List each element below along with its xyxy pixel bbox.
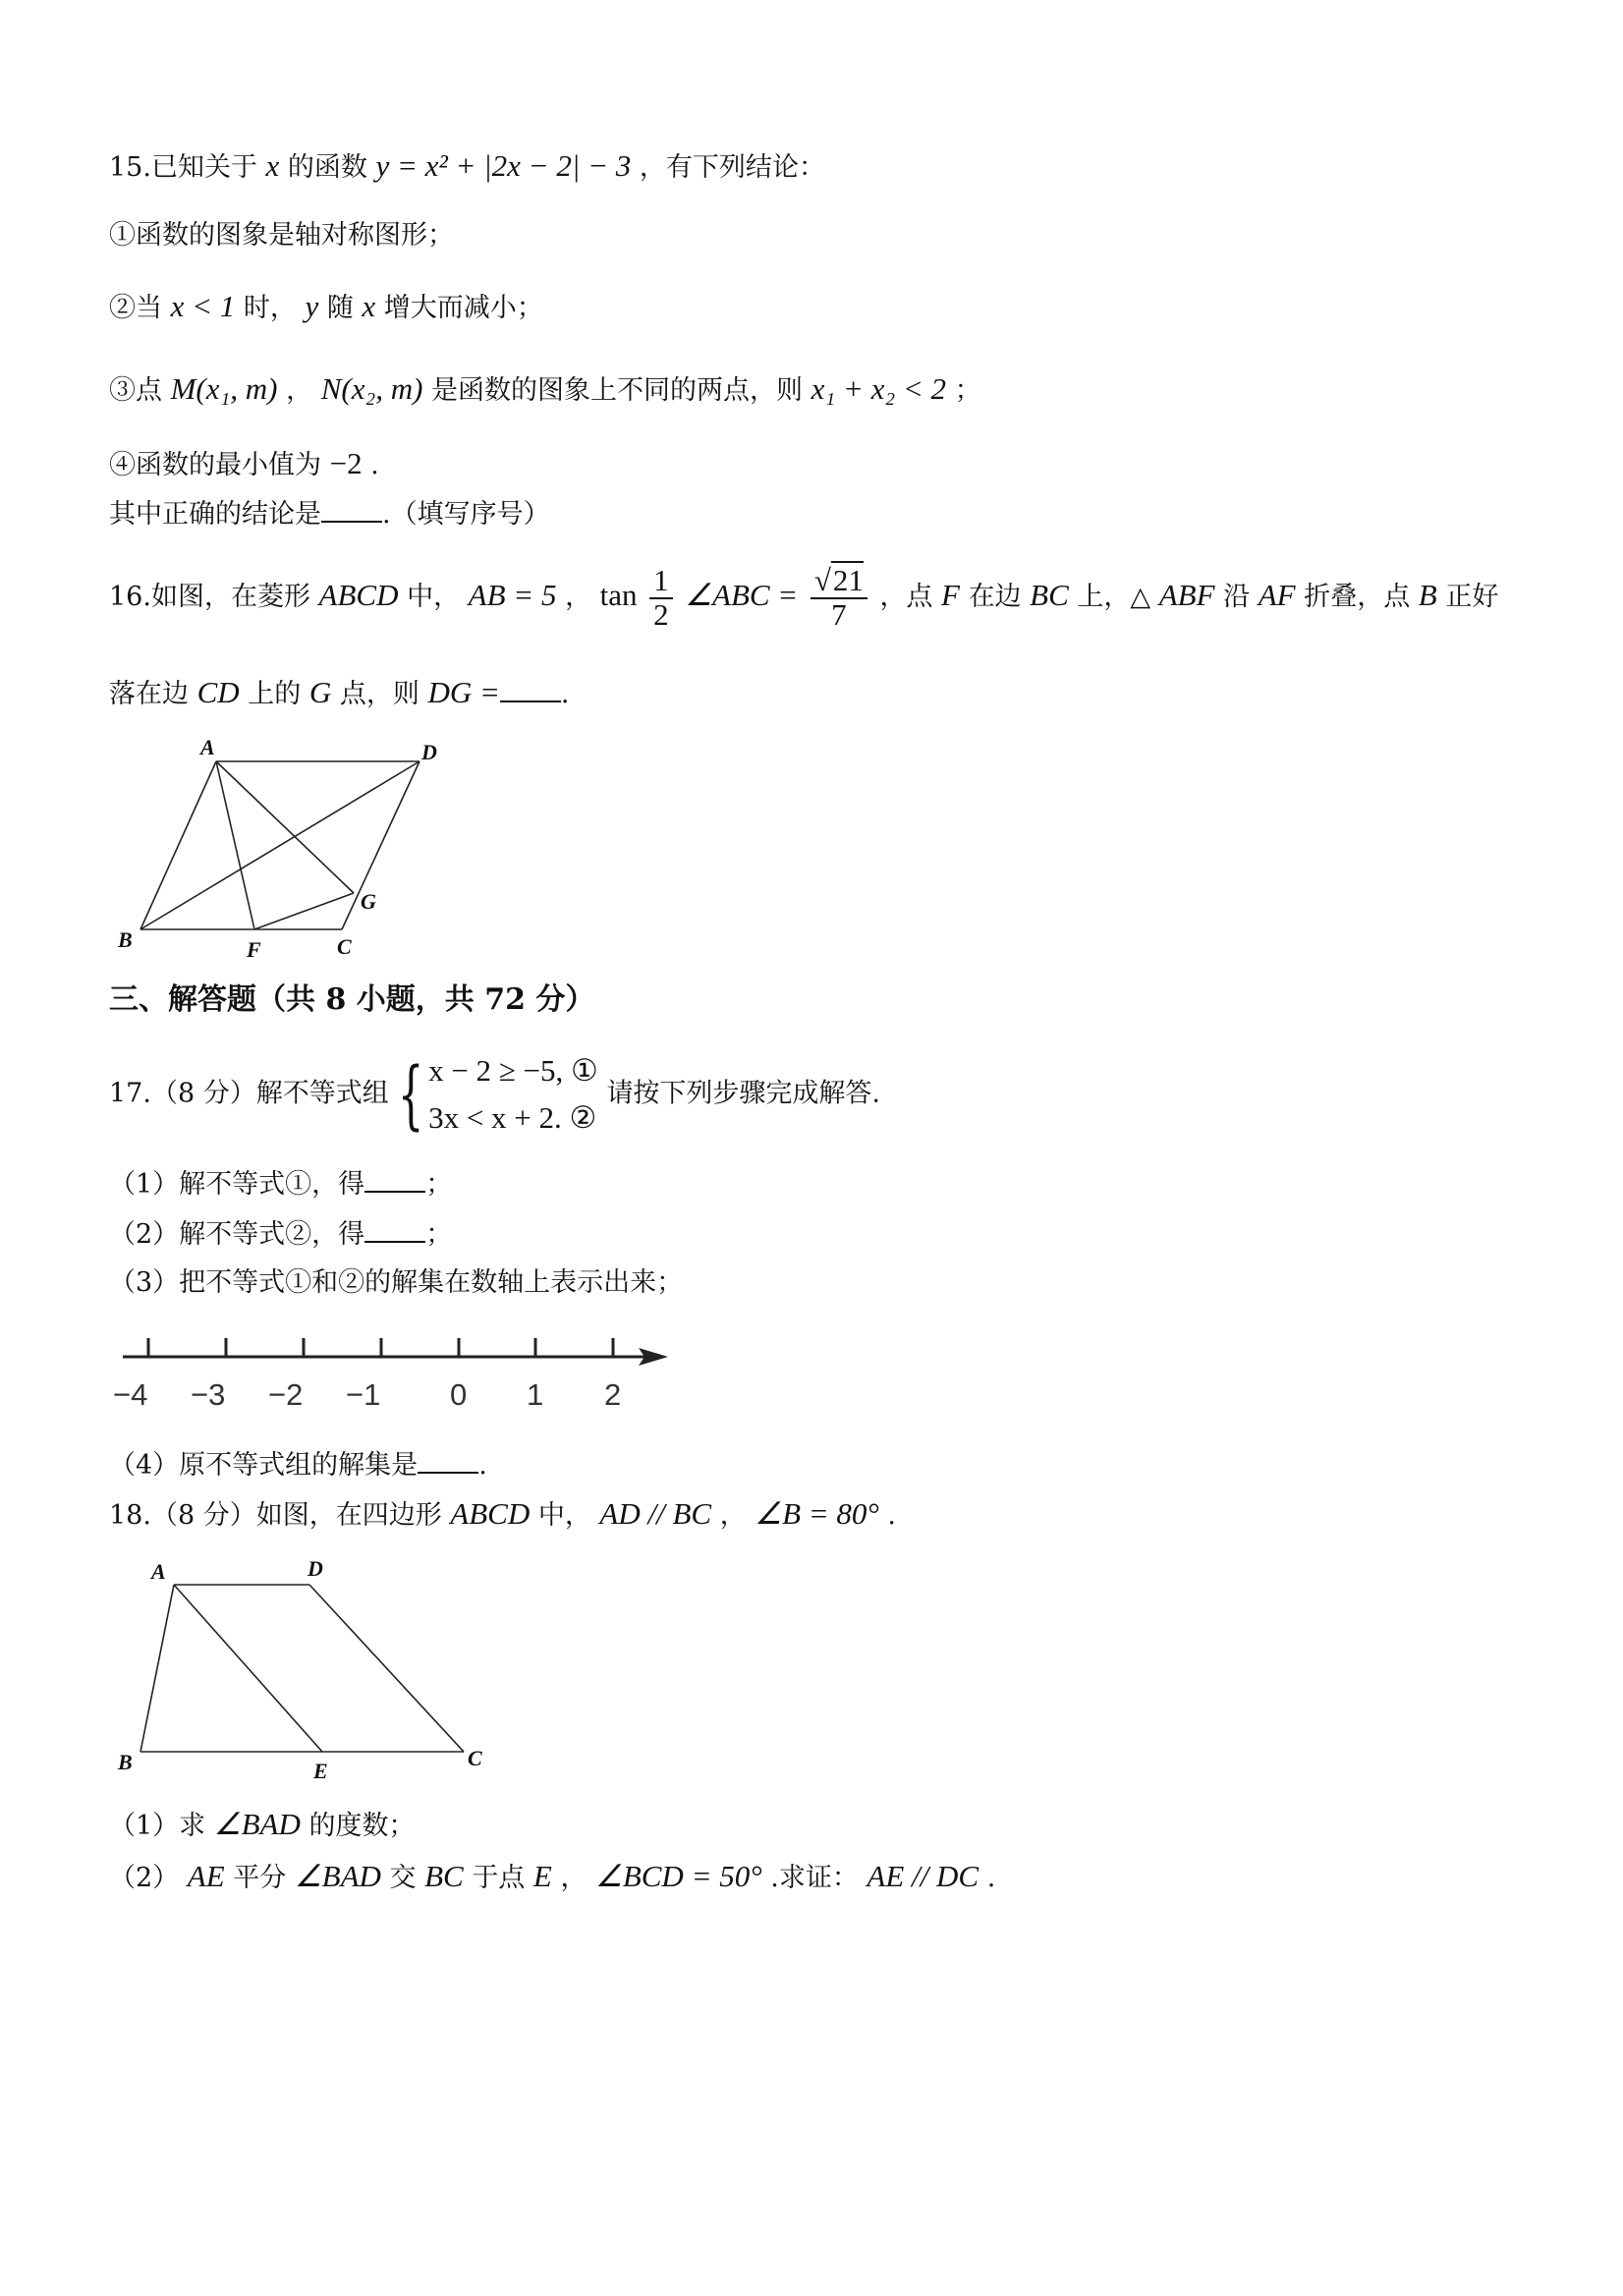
q18-p2-a: （2） bbox=[109, 1863, 180, 1893]
q16-l2-a: 落在边 bbox=[109, 679, 189, 709]
q17-stem bbox=[109, 1047, 880, 1142]
q16-m8: B bbox=[1418, 578, 1437, 613]
q17-b: 请按下列步骤完成解答. bbox=[606, 1078, 881, 1109]
q17-part4 bbox=[109, 1446, 487, 1482]
q16-m2: AB = 5 bbox=[468, 578, 557, 613]
q18-p2-e: ， bbox=[560, 1863, 588, 1893]
q17-system bbox=[428, 1047, 598, 1142]
q17-p4-blank[interactable] bbox=[418, 1446, 478, 1474]
label-c: C bbox=[337, 934, 352, 959]
q17-brace: { bbox=[397, 1050, 424, 1139]
q16-e: 在边 bbox=[968, 582, 1022, 613]
q15-ask-b: .（填写序号） bbox=[382, 499, 550, 530]
q18-m1: ABCD bbox=[450, 1496, 531, 1531]
segment-af bbox=[216, 761, 254, 929]
q15-c3-c: 是函数的图象上不同的两点，则 bbox=[431, 375, 804, 406]
q17-p2: （2）解不等式②，得 bbox=[109, 1219, 365, 1250]
q15-c2-d: 增大而减小； bbox=[383, 293, 543, 323]
q15-c3-a: ③点 bbox=[109, 375, 162, 406]
q16-tan: tan bbox=[599, 578, 638, 613]
segment-fg bbox=[254, 893, 354, 929]
q17-ineq2: 3x < x + 2. ② bbox=[428, 1100, 597, 1136]
q15-c3-math2: N(x₂, m) bbox=[320, 371, 423, 406]
q18-p2-b: 平分 bbox=[233, 1863, 287, 1893]
q15-c2-c: 随 bbox=[326, 293, 354, 323]
q16-frac-num: 1 bbox=[649, 565, 673, 599]
q16-m3: ∠ABC = bbox=[685, 578, 799, 613]
segment-ag bbox=[216, 761, 354, 893]
q16-b: 中， bbox=[407, 582, 461, 613]
segment-ab bbox=[140, 761, 216, 929]
label-d: D bbox=[421, 740, 437, 764]
q18-p2-d: 于点 bbox=[472, 1863, 526, 1893]
q18-c: ， bbox=[719, 1500, 747, 1531]
q15-c4-a: ④函数的最小值为 bbox=[109, 450, 321, 480]
trap-label-b: B bbox=[118, 1750, 133, 1774]
trap-label-e: E bbox=[313, 1759, 328, 1783]
label-g: G bbox=[361, 889, 376, 914]
q15-c2-math3: x bbox=[362, 289, 376, 323]
q18-p1-m: ∠BAD bbox=[213, 1807, 301, 1841]
q16-sqrt-numerator: √21 bbox=[811, 565, 867, 599]
q17-p2-end: ； bbox=[425, 1219, 453, 1250]
q15-c3-d: ； bbox=[954, 375, 981, 406]
q18-p1-a: （1）求 bbox=[109, 1811, 206, 1841]
q18-a: 18.（8 分）如图，在四边形 bbox=[109, 1500, 442, 1531]
segment-cd bbox=[342, 761, 420, 929]
q18-p2-m3: BC bbox=[424, 1859, 464, 1893]
q15-c3-math1: M(x₁, m) bbox=[170, 371, 278, 406]
q15-formula: y = x² + |2x − 2| − 3 bbox=[375, 148, 632, 183]
q16-l2-m2: G bbox=[308, 675, 332, 709]
q15-ask-a: 其中正确的结论是 bbox=[109, 499, 321, 530]
trap-ab bbox=[140, 1585, 174, 1752]
q15-c2-b: 时， bbox=[243, 293, 297, 323]
tick-label-2: 2 bbox=[604, 1377, 622, 1412]
q15-stem-prefix: 15.已知关于 bbox=[109, 152, 257, 183]
q15-c4-b: . bbox=[370, 450, 379, 480]
q16-l2-d: . bbox=[560, 679, 570, 709]
section-3-heading: 三、解答题（共 8 小题，共 72 分） bbox=[109, 982, 595, 1017]
q18-m3: ∠B = 80° bbox=[755, 1496, 879, 1531]
q16-f: 上，△ bbox=[1077, 582, 1151, 613]
trap-cd bbox=[309, 1585, 464, 1752]
q16-m4: F bbox=[941, 578, 960, 613]
q16-d: ，点 bbox=[879, 582, 933, 613]
q17-a: 17.（8 分）解不等式组 bbox=[109, 1078, 389, 1109]
trap-ae bbox=[174, 1585, 322, 1752]
trap-label-c: C bbox=[468, 1746, 482, 1770]
q16-c: ， bbox=[565, 582, 592, 613]
tick-label--1: −1 bbox=[346, 1377, 381, 1412]
q15-c2-math1: x < 1 bbox=[170, 289, 236, 323]
q16-l2-m1: CD bbox=[196, 675, 240, 709]
trap-label-a: A bbox=[151, 1559, 166, 1584]
q17-ineq1: x − 2 ≥ −5, ① bbox=[428, 1053, 598, 1088]
q18-p2-m6: AE // DC bbox=[867, 1859, 979, 1893]
q17-part1 bbox=[109, 1165, 452, 1201]
q18-p2-c: 交 bbox=[389, 1863, 417, 1893]
q18-m2: AD // BC bbox=[599, 1496, 712, 1531]
q16-a: 16.如图，在菱形 bbox=[109, 582, 310, 613]
q15-stem-mid: 的函数 bbox=[287, 152, 367, 183]
q17-p1-blank[interactable] bbox=[364, 1165, 425, 1193]
number-line bbox=[113, 1338, 668, 1412]
q16-m5: BC bbox=[1030, 578, 1069, 613]
q16-sqrt-num: 21 bbox=[832, 563, 864, 597]
q16-h: 折叠，点 bbox=[1304, 582, 1411, 613]
q17-p4: （4）原不等式组的解集是 bbox=[109, 1450, 419, 1481]
q15-stem-suffix: ，有下列结论： bbox=[639, 152, 825, 183]
q16-m7: AF bbox=[1258, 578, 1296, 613]
q15-c3-b: ， bbox=[286, 375, 313, 406]
q16-i: 正好 bbox=[1445, 582, 1499, 613]
q18-b: 中， bbox=[537, 1500, 591, 1531]
q16-m6: ABF bbox=[1158, 578, 1215, 613]
q18-p1-b: 的度数； bbox=[308, 1811, 416, 1841]
label-b: B bbox=[118, 927, 133, 952]
q18-p2-m5: ∠BCD = 50° bbox=[595, 1859, 762, 1893]
q18-p2-m1: AE bbox=[187, 1859, 225, 1893]
tick-label--4: −4 bbox=[113, 1377, 148, 1412]
segment-bd bbox=[140, 761, 420, 929]
q18-p2-f: .求证： bbox=[770, 1863, 859, 1893]
q15-var-x: x bbox=[265, 148, 280, 183]
tick-label--2: −2 bbox=[268, 1377, 304, 1412]
q18-p2-m4: E bbox=[532, 1859, 552, 1893]
q18-part1 bbox=[109, 1806, 415, 1842]
q18-d: . bbox=[887, 1500, 897, 1531]
q18-p2-g: . bbox=[986, 1863, 996, 1893]
trap-label-d: D bbox=[308, 1556, 323, 1581]
q17-p2-blank[interactable] bbox=[364, 1215, 425, 1243]
tick-label-0: 0 bbox=[450, 1377, 468, 1412]
q17-part2 bbox=[109, 1215, 452, 1251]
q17-part3: （3）把不等式①和②的解集在数轴上表示出来； bbox=[109, 1267, 684, 1298]
q16-den2: 7 bbox=[831, 596, 847, 632]
tick-label-1: 1 bbox=[527, 1377, 544, 1412]
label-a: A bbox=[200, 735, 215, 759]
q18-stem bbox=[109, 1495, 896, 1532]
q15-c3-math3: x₁ + x₂ < 2 bbox=[811, 371, 947, 406]
q15-conclusion-1: ①函数的图象是轴对称图形； bbox=[109, 220, 454, 251]
q16-frac-den: 2 bbox=[653, 596, 669, 632]
q16-l2-m3: DG = bbox=[427, 675, 500, 709]
tick-label--3: −3 bbox=[191, 1377, 226, 1412]
q15-c4-math: −2 bbox=[329, 446, 363, 480]
q15-c2-math2: y bbox=[305, 289, 319, 323]
q18-p2-m2: ∠BAD bbox=[294, 1859, 381, 1893]
q16-g: 沿 bbox=[1223, 582, 1251, 613]
q16-m1: ABCD bbox=[318, 578, 399, 613]
q17-p1: （1）解不等式①，得 bbox=[109, 1169, 365, 1200]
q17-p4-end: . bbox=[478, 1450, 487, 1481]
q18-part2 bbox=[109, 1858, 995, 1894]
label-f: F bbox=[247, 937, 261, 962]
q16-l2-c: 点，则 bbox=[339, 679, 420, 709]
q15-c2-a: ②当 bbox=[109, 293, 162, 323]
q17-p1-end: ； bbox=[425, 1169, 453, 1200]
q16-l2-b: 上的 bbox=[248, 679, 302, 709]
